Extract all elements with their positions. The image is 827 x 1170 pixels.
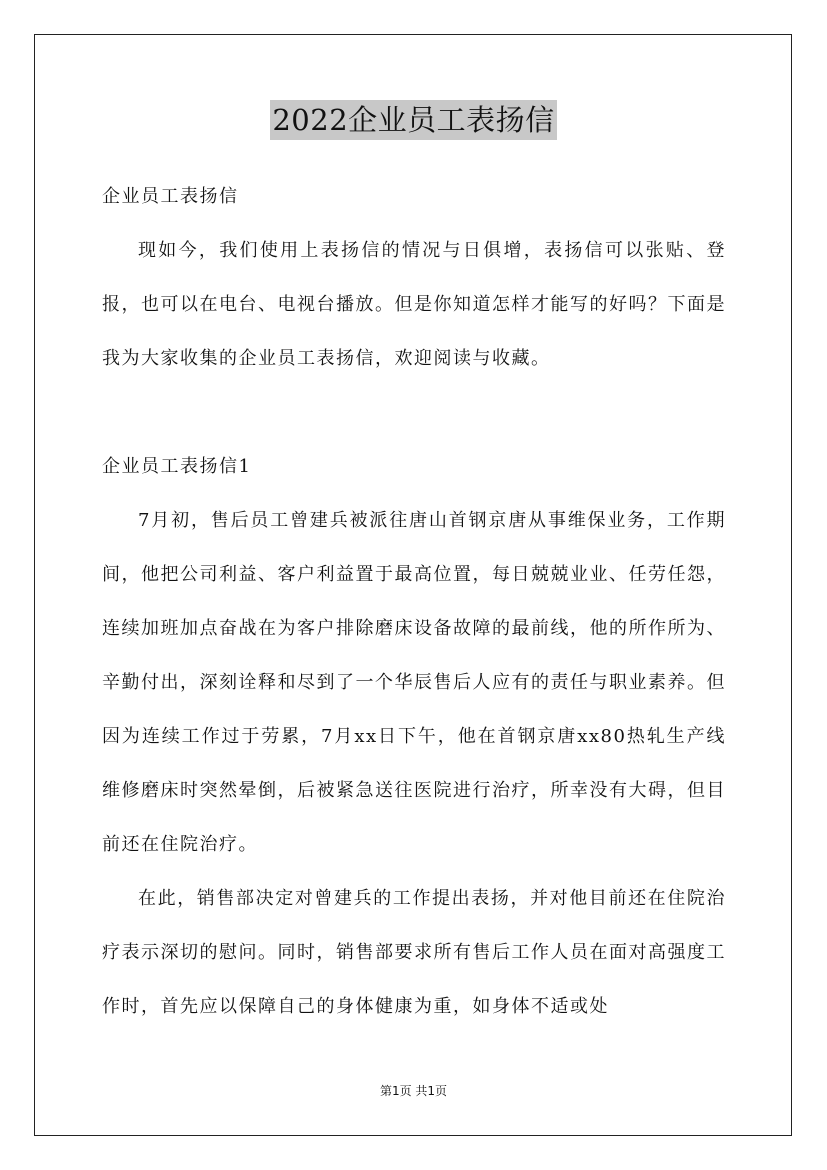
paragraph-spacer [102, 386, 726, 440]
page-footer: 第1页 共1页 [379, 1084, 448, 1098]
document-title: 2022企业员工表扬信 [270, 100, 556, 140]
document-body [102, 170, 726, 1034]
section-heading: 企业员工表扬信 [102, 186, 239, 207]
intro-paragraph: 现如今，我们使用上表扬信的情况与日俱增，表扬信可以张贴、登报，也可以在电台、电视台播放。但是你知道怎样才能写的好吗？下面是我为大家收集的企业员工表扬信，欢迎阅读与收藏。 [102, 240, 726, 369]
letter1-paragraph-2: 在此，销售部决定对曾建兵的工作提出表扬，并对他目前还在住院治疗表示深切的慰问。同时，销售部要求所有售后工作人员在面对高强度工作时，首先应以保障自己的身体健康为重，如身体不适或处 [102, 888, 726, 1017]
title-container [0, 100, 827, 140]
letter1-heading: 企业员工表扬信1 [102, 456, 252, 477]
letter1-paragraph-1: 7月初，售后员工曾建兵被派往唐山首钢京唐从事维保业务，工作期间，他把公司利益、客户利益置于最高位置，每日兢兢业业、任劳任怨，连续加班加点奋战在为客户排除磨床设备故障的最前线，他的所作所为、辛勤付出，深刻诠释和尽到了一个华辰售后人应有的责任与职业素养。但因为连续工作过于劳累，7月xx日下午，他在首钢京唐xx80热轧生产线维修磨床时突然晕倒，后被紧急送往医院进行治疗，所幸没有大碍，但目前还在住院治疗。 [102, 510, 726, 855]
